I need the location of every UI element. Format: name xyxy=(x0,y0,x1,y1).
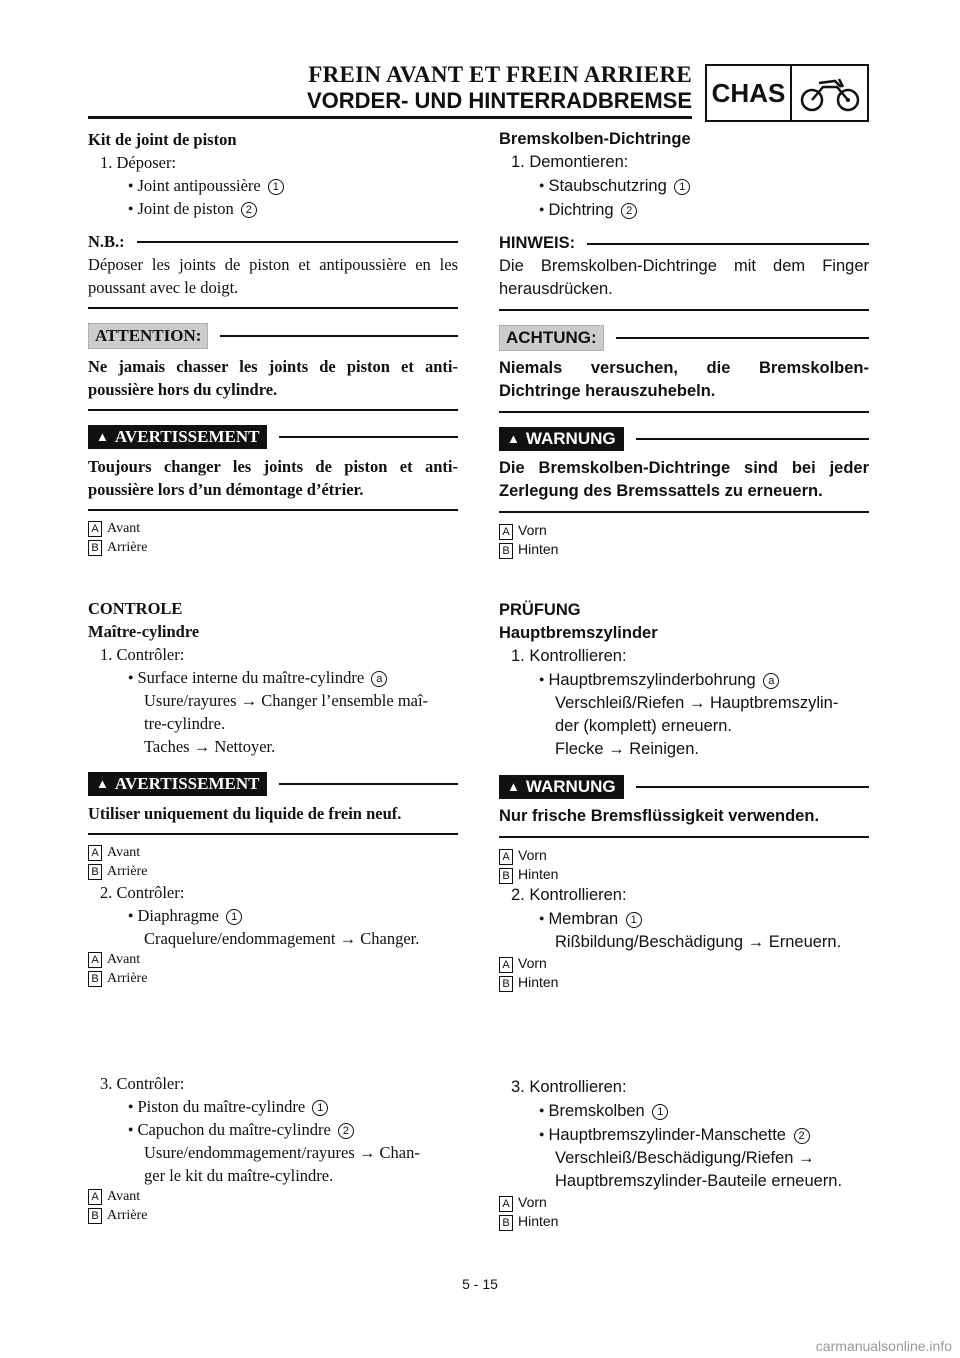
warning-text: Utiliser uniquement du liquide de frein neuf. xyxy=(88,804,402,823)
detail-line: tre-cylindre. xyxy=(144,714,226,733)
legend-item: B Arrière xyxy=(88,969,458,988)
legend-item: B Arrière xyxy=(88,1206,458,1225)
warning-text: Nur frische Bremsflüssigkeit verwenden. xyxy=(499,807,820,825)
detail-line: Craquelure/endommagement → Changer. xyxy=(144,929,420,948)
list-item: ● Membran 1 xyxy=(499,907,869,931)
callout-number: 2 xyxy=(621,203,637,219)
legend-item: A Avant xyxy=(88,519,458,538)
step: 1. Déposer: xyxy=(100,153,177,172)
divider xyxy=(499,309,869,311)
warning-label: ▲ AVERTISSEMENT xyxy=(88,425,267,449)
warning-label: ▲ WARNUNG xyxy=(499,775,624,799)
warning-triangle-icon: ▲ xyxy=(507,779,520,794)
warning-header xyxy=(499,427,869,451)
divider xyxy=(499,411,869,413)
caution-header xyxy=(499,325,869,351)
caution-text: Ne jamais chasser les joints de piston et anti-poussière hors du cylindre. xyxy=(88,357,458,399)
step: 1. Contrôler: xyxy=(100,645,185,664)
divider xyxy=(88,307,458,309)
note-label: HINWEIS: xyxy=(499,234,576,252)
note-label: N.B.: xyxy=(88,232,125,251)
warning-triangle-icon: ▲ xyxy=(507,431,520,446)
warning-header xyxy=(88,772,458,796)
divider xyxy=(88,833,458,835)
detail-line: Hauptbremszylinder-Bauteile erneuern. xyxy=(555,1172,843,1190)
watermark: carmanualsonline.info xyxy=(815,1338,952,1354)
caution-header xyxy=(88,323,458,349)
note-header xyxy=(499,232,869,255)
step: 2. Kontrollieren: xyxy=(511,886,627,904)
divider xyxy=(88,409,458,411)
legend-item: B Hinten xyxy=(499,540,869,559)
note-text: Déposer les joints de piston et antipoussière en les poussant avec le doigt. xyxy=(88,255,458,297)
caution-label: ACHTUNG: xyxy=(499,325,604,351)
caution-label: ATTENTION: xyxy=(88,323,208,349)
warning-label: ▲ WARNUNG xyxy=(499,427,624,451)
legend-item: B Arrière xyxy=(88,538,458,557)
list-item: ● Surface interne du maître-cylindre a xyxy=(88,666,458,689)
list-item: ● Joint de piston 2 xyxy=(88,197,458,220)
column-french xyxy=(88,128,458,1225)
page-number: 5 - 15 xyxy=(462,1276,498,1292)
list-item: ● Diaphragme 1 xyxy=(88,904,458,927)
callout-number: 2 xyxy=(241,202,257,218)
header-rule xyxy=(88,116,692,119)
detail-line: Rißbildung/Beschädigung → Erneuern. xyxy=(555,933,842,951)
callout-number: 1 xyxy=(268,179,284,195)
section-title: CONTROLE xyxy=(88,599,183,618)
legend-item: A Vorn xyxy=(499,1193,869,1212)
motorcycle-icon xyxy=(792,66,867,120)
detail-line: Verschleiß/Riefen → Hauptbremszylin- xyxy=(555,694,839,712)
warning-triangle-icon: ▲ xyxy=(96,429,109,444)
list-item: ● Piston du maître-cylindre 1 xyxy=(88,1095,458,1118)
warning-triangle-icon: ▲ xyxy=(96,776,109,791)
section-title: Kit de joint de piston xyxy=(88,130,237,149)
detail-line: Taches → Nettoyer. xyxy=(144,737,276,756)
detail-line: der (komplett) erneuern. xyxy=(555,717,732,735)
list-item: ● Bremskolben 1 xyxy=(499,1099,869,1123)
subsection-title: Maître-cylindre xyxy=(88,622,200,641)
subsection-title: Hauptbremszylinder xyxy=(499,624,658,642)
step: 1. Kontrollieren: xyxy=(511,647,627,665)
step: 1. Demontieren: xyxy=(511,153,629,171)
detail-line: Usure/rayures → Changer l’ensemble maî- xyxy=(144,691,429,710)
caution-text: Niemals versuchen, die Bremskolben-Dichtringe herauszuhebeln. xyxy=(499,359,869,400)
warning-header xyxy=(88,425,458,449)
detail-line: Flecke → Reinigen. xyxy=(555,740,699,758)
warning-text: Die Bremskolben-Dichtringe sind bei jeder Zerlegung des Bremssattels zu erneuern. xyxy=(499,459,869,500)
legend-item: B Arrière xyxy=(88,862,458,881)
callout-number: 1 xyxy=(674,179,690,195)
header-title-de: VORDER- UND HINTERRADBREMSE xyxy=(306,88,692,113)
legend-item: B Hinten xyxy=(499,973,869,992)
legend-item: A Avant xyxy=(88,843,458,862)
chapter-badge xyxy=(705,64,869,122)
list-item: ● Staubschutzring 1 xyxy=(499,174,869,198)
warning-label: ▲ AVERTISSEMENT xyxy=(88,772,267,796)
divider xyxy=(88,509,458,511)
list-item: ● Hauptbremszylinderbohrung a xyxy=(499,668,869,692)
list-item: ● Capuchon du maître-cylindre 2 xyxy=(88,1118,458,1141)
list-item: ● Joint antipoussière 1 xyxy=(88,174,458,197)
step: 3. Contrôler: xyxy=(100,1074,185,1093)
legend-item: B Hinten xyxy=(499,865,869,884)
header-title-fr: FREIN AVANT ET FREIN ARRIERE xyxy=(308,62,692,87)
column-german xyxy=(499,128,869,1231)
legend-item: A Avant xyxy=(88,1187,458,1206)
detail-line: Usure/endommagement/rayures → Chan- xyxy=(144,1143,420,1162)
section-title: Bremskolben-Dichtringe xyxy=(499,130,691,148)
step: 2. Contrôler: xyxy=(100,883,185,902)
chapter-badge-label: CHAS xyxy=(707,66,792,120)
legend-item: B Hinten xyxy=(499,1212,869,1231)
legend-item: A Vorn xyxy=(499,521,869,540)
warning-header xyxy=(499,775,869,799)
list-item: ● Dichtring 2 xyxy=(499,198,869,222)
note-text: Die Bremskolben-Dichtringe mit dem Finger herausdrücken. xyxy=(499,257,869,298)
detail-line: Verschleiß/Beschädigung/Riefen → xyxy=(555,1149,815,1167)
list-item: ● Hauptbremszylinder-Manschette 2 xyxy=(499,1123,869,1147)
step: 3. Kontrollieren: xyxy=(511,1078,627,1096)
legend-item: A Vorn xyxy=(499,846,869,865)
legend-item: A Vorn xyxy=(499,954,869,973)
detail-line: ger le kit du maître-cylindre. xyxy=(144,1166,334,1185)
divider xyxy=(499,511,869,513)
divider xyxy=(499,836,869,838)
warning-text: Toujours changer les joints de piston et anti-poussière lors d’un démontage d’étrier. xyxy=(88,457,458,499)
section-title: PRÜFUNG xyxy=(499,601,581,619)
note-header xyxy=(88,230,458,253)
legend-item: A Avant xyxy=(88,950,458,969)
